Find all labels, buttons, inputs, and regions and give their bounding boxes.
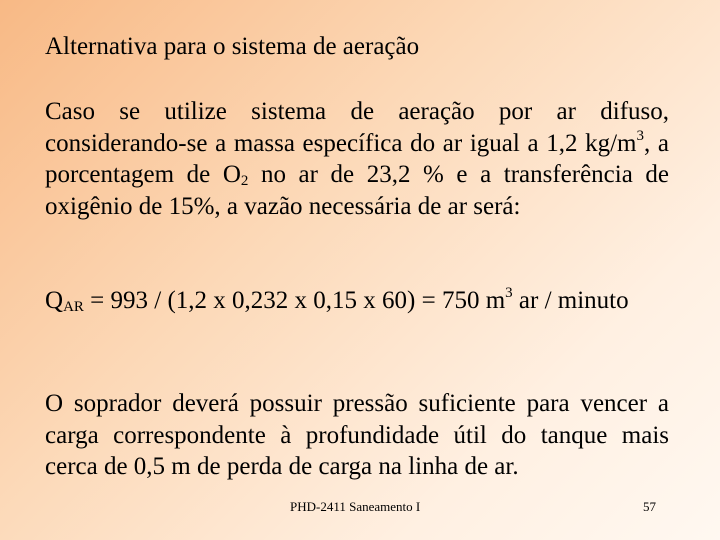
superscript-3: 3 bbox=[505, 285, 513, 301]
subscript-2: 2 bbox=[240, 173, 249, 189]
superscript-3: 3 bbox=[636, 127, 644, 144]
formula-text: ar / minuto bbox=[512, 287, 629, 314]
formula-subscript: AR bbox=[63, 299, 84, 315]
slide-title: Alternativa para o sistema de aeração bbox=[45, 33, 420, 60]
paragraph-text: no ar de 23,2 % e a transferência de oxigênio de 15%, a vazão necessária de ar será: bbox=[45, 161, 669, 220]
paragraph-aeration-conditions bbox=[45, 96, 669, 222]
page-number: 57 bbox=[643, 499, 656, 514]
paragraph-text: , a porcentagem de O bbox=[45, 129, 669, 188]
paragraph-text: Caso se utilize sistema de aeração por ar difuso, considerando-se a massa específica do ar igual a 1,2 kg/m bbox=[45, 98, 669, 157]
paragraph-blower-pressure: O soprador deverá possuir pressão suficiente para vencer a carga correspondente à profundidade útil do tanque mais cerca de 0,5 m de perda de carga na linha de ar. bbox=[45, 390, 669, 480]
formula-symbol: Q bbox=[45, 287, 64, 314]
formula-text: = 993 / (1,2 x 0,232 x 0,15 x 60) = 750 m bbox=[83, 287, 506, 314]
footer-course-label: PHD-2411 Saneamento I bbox=[290, 499, 421, 514]
paragraph-air-flow-formula bbox=[45, 285, 669, 317]
